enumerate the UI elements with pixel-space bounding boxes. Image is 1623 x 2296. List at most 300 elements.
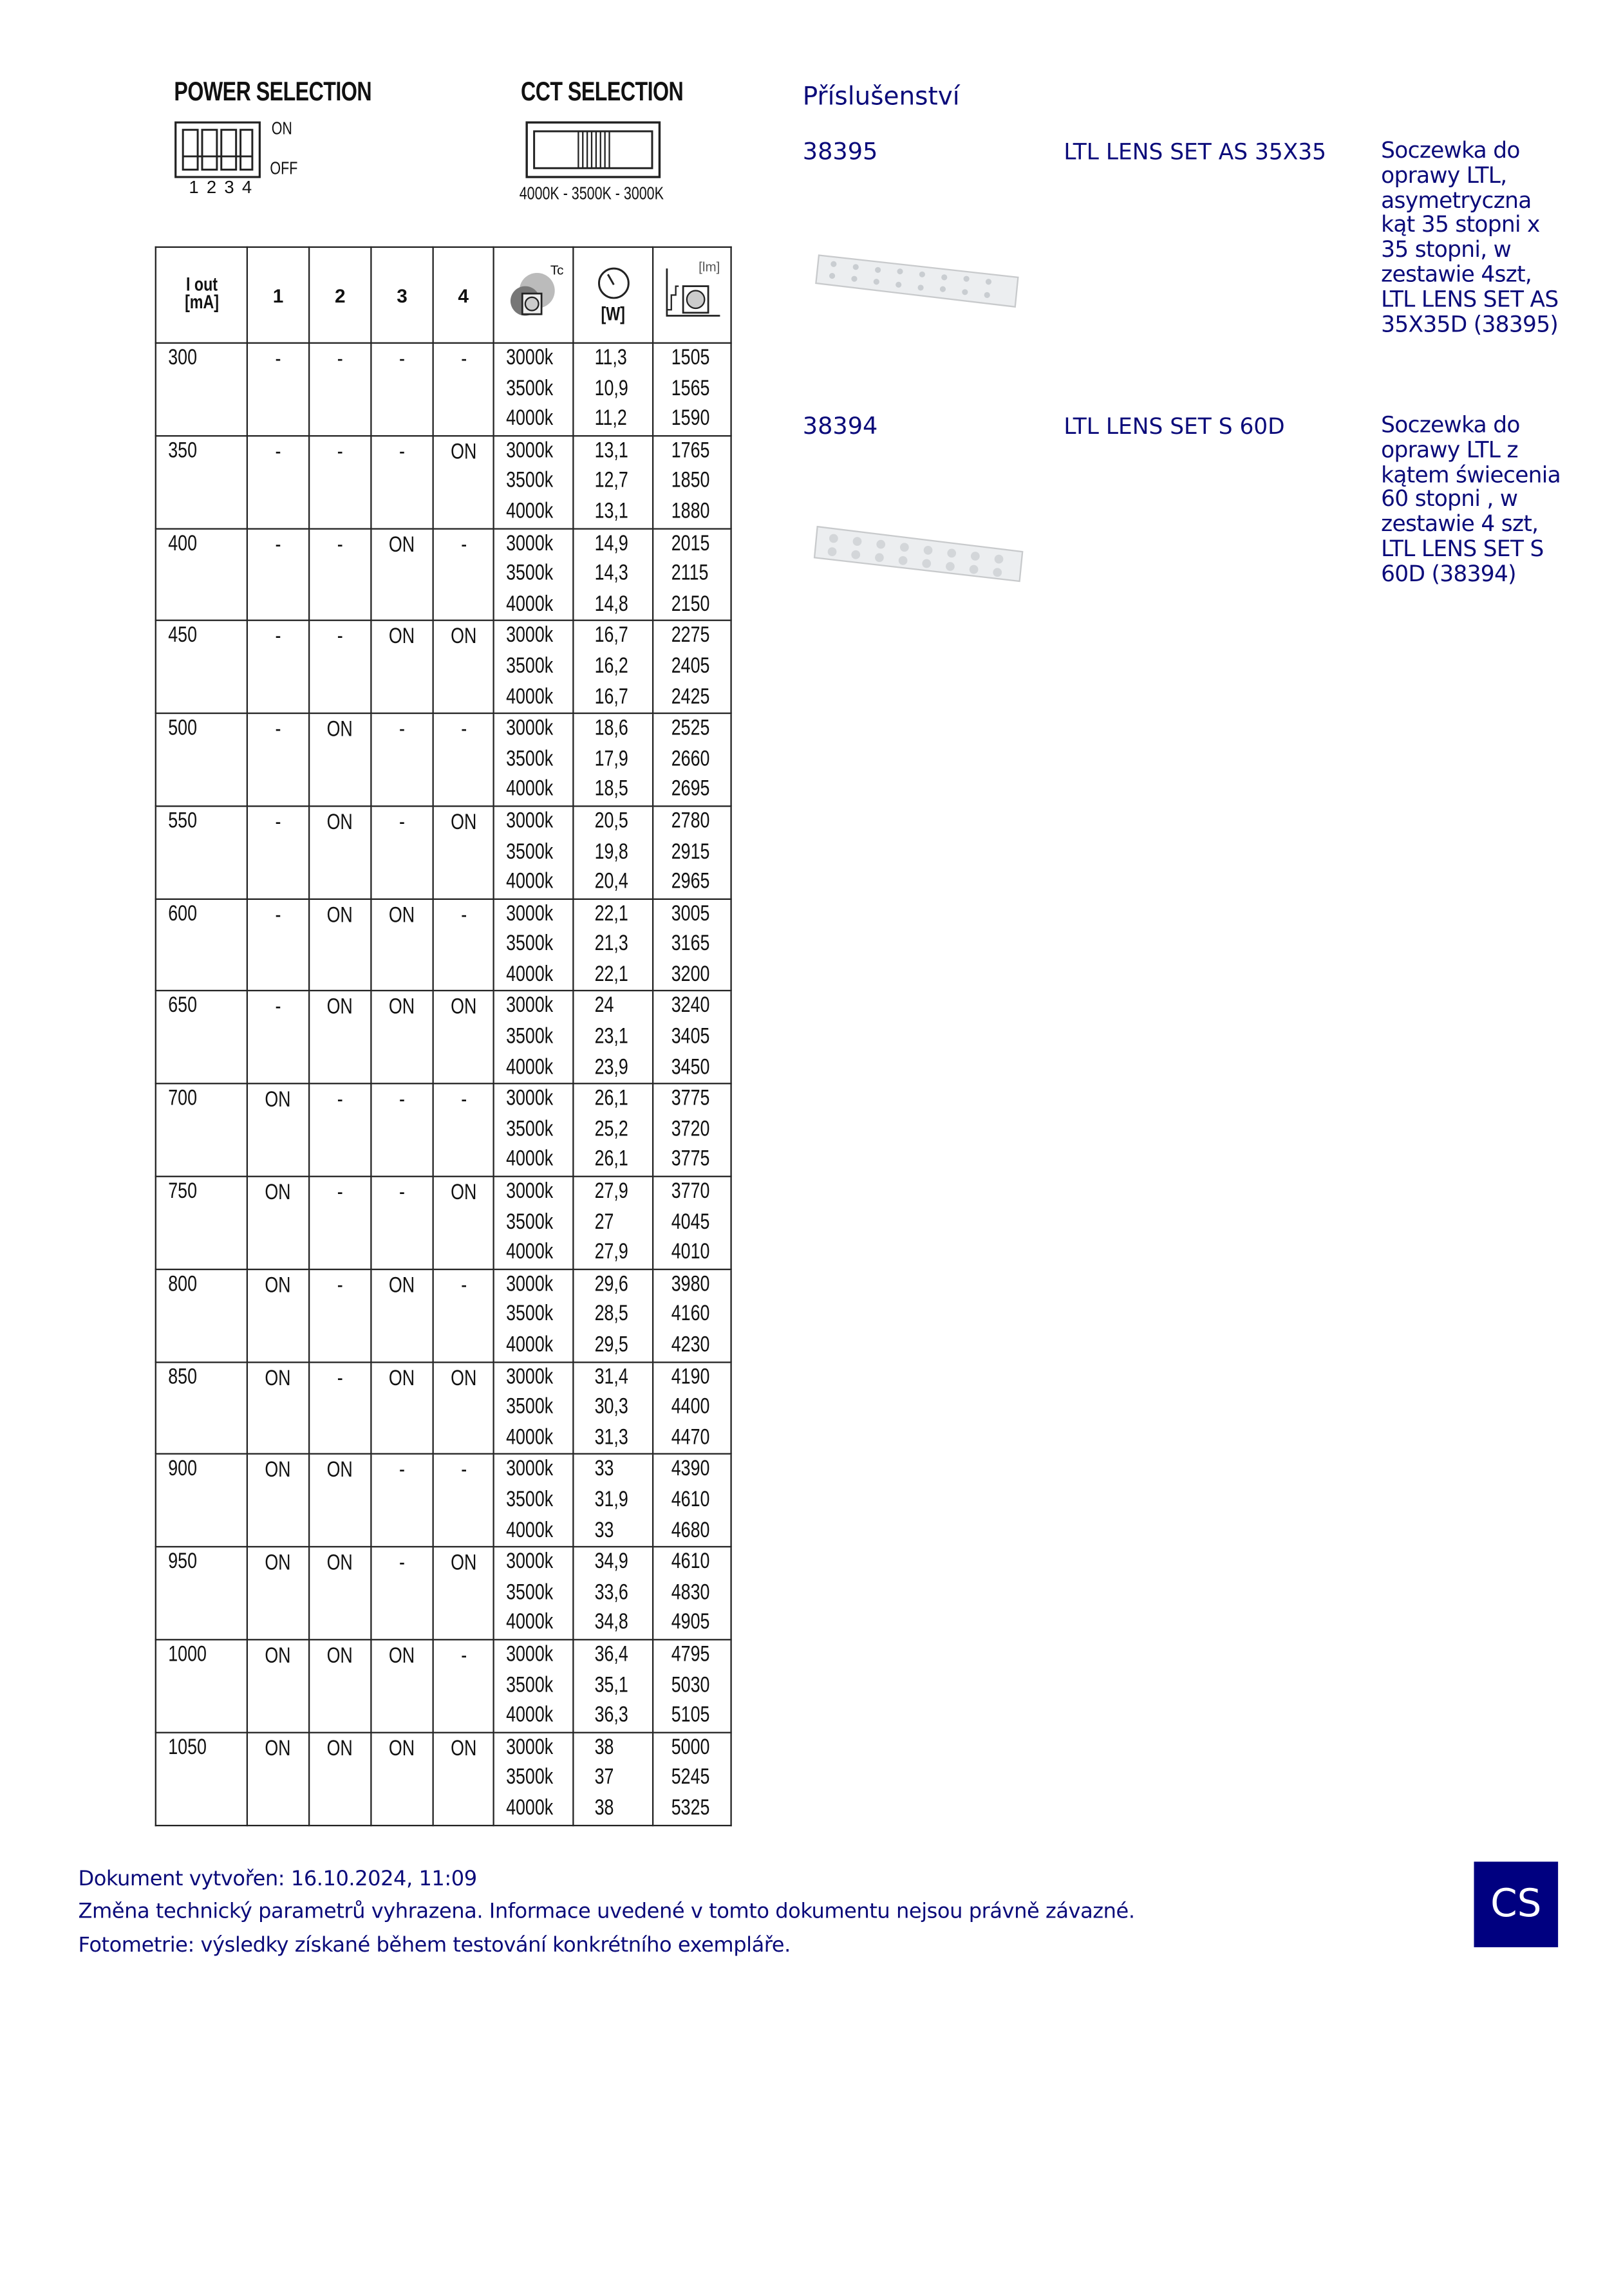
header-watt-text: [W] [601,301,625,324]
power-spec-table [155,247,732,1825]
cct-label: 3500k [506,1764,554,1790]
current-value: 550 [168,808,198,834]
cct-cell [494,991,574,1084]
watt-cell [573,1639,653,1732]
header-current-text [184,272,219,313]
switch-1-cell [247,1454,309,1547]
switch-4-cell [433,1732,494,1825]
switch-state: - [460,1458,467,1484]
cct-label: 3500k [506,468,554,494]
switch-4-cell [433,713,494,806]
watt-cell [573,343,653,436]
watt-value: 30,3 [594,1394,628,1420]
switch-2-cell [309,899,371,991]
switch-3-cell [371,528,433,621]
watt-value: 38 [594,1734,614,1760]
watt-value: 37 [594,1764,614,1790]
switch-state: - [399,1551,405,1576]
switch-state: - [337,624,343,650]
switch-state: ON [450,1551,476,1576]
watt-cell [573,436,653,528]
watt-value: 12,7 [594,468,628,494]
cct-label: 3500k [506,1672,554,1697]
switch-state: ON [265,1273,292,1298]
switch-2-cell [309,1177,371,1269]
table-row [156,1269,731,1362]
cct-label: 4000k [506,961,554,987]
switch-state: - [275,994,281,1020]
watt-cell [573,1177,653,1269]
switch-state: ON [327,902,353,928]
cct-label: 3500k [506,375,554,401]
switch-1-cell [247,899,309,991]
switch-state: ON [389,532,415,557]
cct-label: 4000k [506,1424,554,1450]
dip-off-text: OFF [270,158,298,179]
cct-range-text: 4000K - 3500K - 3000K [519,183,664,204]
lumen-value: 1880 [671,498,710,524]
switch-state: - [337,1273,343,1298]
switch-1-cell [247,806,309,899]
switch-state: - [399,439,405,465]
switch-state: - [337,1365,343,1391]
switch-state: ON [450,1735,476,1761]
switch-3-cell [371,1639,433,1732]
switch-2-cell [309,528,371,621]
lumen-value: 2015 [671,530,710,556]
lumen-value: 3165 [671,931,710,957]
current-cell [156,1547,247,1639]
watt-cell [573,991,653,1084]
current-value: 950 [168,1549,198,1574]
switch-4-cell [433,1454,494,1547]
lumen-value: 4610 [671,1487,710,1513]
switch-2-cell [309,1362,371,1455]
switch-state: ON [389,1273,415,1298]
switch-state: - [460,532,467,557]
header-luminous-flux [653,247,731,343]
switch-state: - [399,809,405,835]
table-row [156,1177,731,1269]
switch-state: - [460,1273,467,1298]
current-cell [156,1639,247,1732]
table-row [156,1454,731,1547]
cct-label: 3500k [506,1487,554,1513]
switch-2-cell [309,1269,371,1362]
dip-on-label [272,118,298,138]
cct-cell [494,806,574,899]
lumen-value: 2965 [671,869,710,895]
current-value: 850 [168,1363,198,1389]
watt-value: 27,9 [594,1239,628,1265]
lumen-cell [653,1084,731,1177]
cct-label: 3500k [506,653,554,679]
cct-selection-title-text: CCT SELECTION [521,77,684,107]
lumen-value: 1505 [671,345,710,371]
switch-state: - [460,1643,467,1668]
current-cell [156,1362,247,1455]
watt-value: 16,7 [594,684,628,709]
watt-value: 36,3 [594,1703,628,1728]
watt-value: 20,5 [594,808,628,834]
cct-label: 4000k [506,776,554,802]
current-value: 1000 [168,1641,207,1667]
switch-state: - [275,346,281,372]
watt-value: 31,4 [594,1363,628,1389]
switch-state: - [399,1458,405,1484]
switch-state: - [399,346,405,372]
lumen-value: 4830 [671,1579,710,1605]
cct-label: 3000k [506,1086,554,1112]
cct-label: 4000k [506,1054,554,1079]
switch-state: - [337,532,343,557]
footer-disclaimer: Změna technický parametrů vyhrazena. Informace uvedené v tomto dokumentu nejsou právně závazné. [78,1899,1135,1924]
table-row [156,806,731,899]
lumen-value: 2275 [671,622,710,648]
header-switch-1: 1 [247,247,309,343]
switch-3-cell [371,713,433,806]
lumen-value: 5105 [671,1703,710,1728]
lumen-cell [653,899,731,991]
accessories-title: Příslušenství [802,82,960,113]
watt-value: 14,3 [594,561,628,586]
lumen-cell [653,1362,731,1455]
watt-value: 36,4 [594,1641,628,1667]
table-row [156,343,731,436]
switch-1-cell [247,1639,309,1732]
current-cell [156,1732,247,1825]
switch-1-cell [247,1084,309,1177]
cct-cell [494,713,574,806]
switch-3-cell [371,1454,433,1547]
switch-state: ON [265,1643,292,1668]
cct-label: 3500k [506,1579,554,1605]
switch-3-cell [371,1177,433,1269]
switch-state: ON [327,717,353,743]
watt-value: 33,6 [594,1579,628,1605]
header-color-temperature [494,247,574,343]
switch-4-cell [433,1177,494,1269]
switch-1-cell [247,1362,309,1455]
switch-1-cell [247,1732,309,1825]
header-lumen-text: [lm] [699,259,720,275]
switch-state: ON [327,1458,353,1484]
watt-value: 34,8 [594,1610,628,1636]
current-value: 650 [168,993,198,1019]
dip-switch-icon [174,121,265,180]
watt-cell [573,899,653,991]
switch-state: - [337,1180,343,1206]
lumen-value: 1850 [671,468,710,494]
switch-2-cell [309,1732,371,1825]
current-value: 300 [168,345,198,371]
header-tc-text: Tc [550,262,564,277]
cct-label: 3000k [506,1363,554,1389]
accessory-code-38394[interactable]: 38394 [802,411,878,440]
watt-value: 18,6 [594,715,628,741]
current-value: 750 [168,1179,198,1204]
watt-value: 35,1 [594,1672,628,1697]
table-row [156,436,731,528]
cct-label: 3000k [506,1179,554,1204]
lens-set-image [811,248,1024,313]
power-gauge-icon [594,265,632,300]
switch-state: ON [265,1458,292,1484]
lumen-value: 4230 [671,1332,710,1358]
footer-photometry: Fotometrie: výsledky získané během testování konkrétního exempláře. [78,1934,791,1958]
watt-value: 33 [594,1517,614,1543]
watt-cell [573,1547,653,1639]
watt-cell [573,1269,653,1362]
accessory-code-38395[interactable]: 38395 [802,137,878,165]
switch-4-cell [433,899,494,991]
watt-value: 29,6 [594,1271,628,1297]
current-value: 900 [168,1456,198,1482]
lumen-value: 3240 [671,993,710,1019]
current-cell [156,991,247,1084]
cct-label: 3000k [506,1456,554,1482]
switch-4-cell [433,528,494,621]
cct-label: 4000k [506,869,554,895]
switch-state: - [275,902,281,928]
cct-label: 3500k [506,746,554,771]
watt-cell [573,528,653,621]
switch-state: ON [450,1180,476,1206]
footer-created: Dokument vytvořen: 16.10.2024, 11:09 [78,1867,477,1892]
switch-state: ON [389,1643,415,1668]
cct-label: 4000k [506,1239,554,1265]
lumen-value: 4390 [671,1456,710,1482]
current-cell [156,436,247,528]
switch-state: ON [450,809,476,835]
cct-label: 4000k [506,1795,554,1820]
switch-2-cell [309,436,371,528]
switch-state: ON [389,1365,415,1391]
switch-2-cell [309,713,371,806]
lumen-cell [653,806,731,899]
lumen-value: 5325 [671,1795,710,1820]
current-cell [156,1084,247,1177]
switch-2-cell [309,1454,371,1547]
switch-state: ON [450,994,476,1020]
watt-cell [573,713,653,806]
lumen-value: 2660 [671,746,710,771]
switch-2-cell [309,1084,371,1177]
switch-3-cell [371,899,433,991]
cct-cell [494,899,574,991]
watt-cell [573,621,653,713]
lumen-cell [653,1547,731,1639]
switch-4-cell [433,1547,494,1639]
accessory-description: Soczewka do oprawy LTL z kątem świecenia 60 stopni , w zestawie 4 szt, LTL LENS SET S 60D (38394) [1381,411,1561,587]
switch-3-cell [371,343,433,436]
dip-on-text: ON [271,118,292,139]
switch-3-cell [371,1084,433,1177]
watt-value: 24 [594,993,614,1019]
watt-value: 19,8 [594,838,628,864]
switch-3-cell [371,1547,433,1639]
lumen-value: 2425 [671,684,710,709]
switch-state: - [275,717,281,743]
watt-cell [573,806,653,899]
lumen-cell [653,1639,731,1732]
cct-label: 3500k [506,561,554,586]
cct-label: 3000k [506,993,554,1019]
table-row [156,713,731,806]
watt-value: 33 [594,1456,614,1482]
switch-2-cell [309,621,371,713]
watt-value: 11,3 [594,345,627,371]
switch-1-cell [247,1547,309,1639]
lumen-value: 5030 [671,1672,710,1697]
switch-state: ON [450,624,476,650]
cct-label: 3000k [506,345,554,371]
lumen-value: 2115 [671,561,709,586]
cct-label: 4000k [506,498,554,524]
cct-label: 3000k [506,438,554,463]
cct-label: 3500k [506,1394,554,1420]
current-cell [156,806,247,899]
watt-value: 13,1 [594,498,628,524]
watt-value: 23,1 [594,1023,628,1049]
cct-slider-switch-icon [525,121,664,180]
watt-value: 18,5 [594,776,628,802]
accessory-name: LTL LENS SET S 60D [1064,413,1285,440]
watt-cell [573,1084,653,1177]
cct-label: 3000k [506,530,554,556]
switch-3-cell [371,806,433,899]
watt-value: 27,9 [594,1179,628,1204]
cct-cell [494,1547,574,1639]
current-cell [156,528,247,621]
lumen-value: 2525 [671,715,710,741]
cct-cell [494,436,574,528]
lumen-value: 3200 [671,961,710,987]
switch-3-cell [371,1732,433,1825]
switch-2-cell [309,806,371,899]
cct-label: 3000k [506,1734,554,1760]
switch-1-cell [247,528,309,621]
watt-value: 14,9 [594,530,628,556]
lumen-value: 2780 [671,808,710,834]
lumen-value: 4045 [671,1209,710,1235]
switch-state: ON [265,1551,292,1576]
current-value: 500 [168,715,198,741]
cct-label: 3500k [506,1023,554,1049]
switch-state: - [460,1087,467,1113]
cct-label: 4000k [506,406,554,431]
cct-label: 3500k [506,838,554,864]
current-cell [156,1454,247,1547]
power-selection-title-text: POWER SELECTION [174,77,372,107]
switch-state: - [275,809,281,835]
switch-state: ON [327,1735,353,1761]
switch-state: ON [389,994,415,1020]
lumen-value: 4190 [671,1363,710,1389]
lumen-value: 2915 [671,838,710,864]
switch-2-cell [309,343,371,436]
lumen-value: 4160 [671,1302,710,1327]
watt-value: 25,2 [594,1116,628,1142]
switch-state: - [337,346,343,372]
lumen-value: 3405 [671,1023,710,1049]
watt-value: 14,8 [594,591,628,617]
table-row [156,1084,731,1177]
watt-value: 17,9 [594,746,628,771]
watt-value: 11,2 [594,406,627,431]
current-cell [156,621,247,713]
lumen-value: 2405 [671,653,710,679]
current-cell [156,713,247,806]
switch-3-cell [371,1269,433,1362]
current-cell [156,1269,247,1362]
watt-value: 34,9 [594,1549,628,1574]
cct-cell [494,1639,574,1732]
power-selection-title [174,77,427,107]
lumen-cell [653,991,731,1084]
lumen-value: 3005 [671,901,710,926]
lumen-cell [653,436,731,528]
lumen-cell [653,1177,731,1269]
watt-value: 38 [594,1795,614,1820]
cct-cell [494,528,574,621]
lumen-value: 4010 [671,1239,710,1265]
header-switch-3: 3 [371,247,433,343]
switch-state: ON [450,1365,476,1391]
watt-value: 20,4 [594,869,628,895]
language-badge: CS [1474,1862,1559,1947]
switch-4-cell [433,1084,494,1177]
watt-cell [573,1362,653,1455]
watt-value: 16,2 [594,653,628,679]
header-current [156,247,247,343]
dip-switch-numbers: 1 2 3 4 [189,177,254,198]
switch-state: ON [389,902,415,928]
lumen-value: 1765 [671,438,710,463]
watt-value: 27 [594,1209,614,1235]
watt-value: 22,1 [594,901,628,926]
lumen-cell [653,1732,731,1825]
current-cell [156,1177,247,1269]
cct-cell [494,1454,574,1547]
watt-cell [573,1454,653,1547]
switch-3-cell [371,1362,433,1455]
lumen-value: 4470 [671,1424,710,1450]
lumen-value: 2150 [671,591,710,617]
cct-label: 4000k [506,1517,554,1543]
switch-4-cell [433,1639,494,1732]
cct-label: 3500k [506,931,554,957]
cct-label: 3000k [506,715,554,741]
cct-cell [494,1084,574,1177]
cct-label: 4000k [506,1703,554,1728]
current-value: 600 [168,901,198,926]
lumen-cell [653,343,731,436]
table-row [156,1362,731,1455]
table-row [156,991,731,1084]
table-row [156,621,731,713]
lumen-value: 5245 [671,1764,710,1790]
cct-label: 3000k [506,808,554,834]
current-value: 350 [168,438,198,463]
lumen-value: 5000 [671,1734,710,1760]
switch-state: ON [450,439,476,465]
switch-2-cell [309,991,371,1084]
switch-1-cell [247,1177,309,1269]
cct-cell [494,1732,574,1825]
cct-label: 3500k [506,1116,554,1142]
table-row [156,1639,731,1732]
